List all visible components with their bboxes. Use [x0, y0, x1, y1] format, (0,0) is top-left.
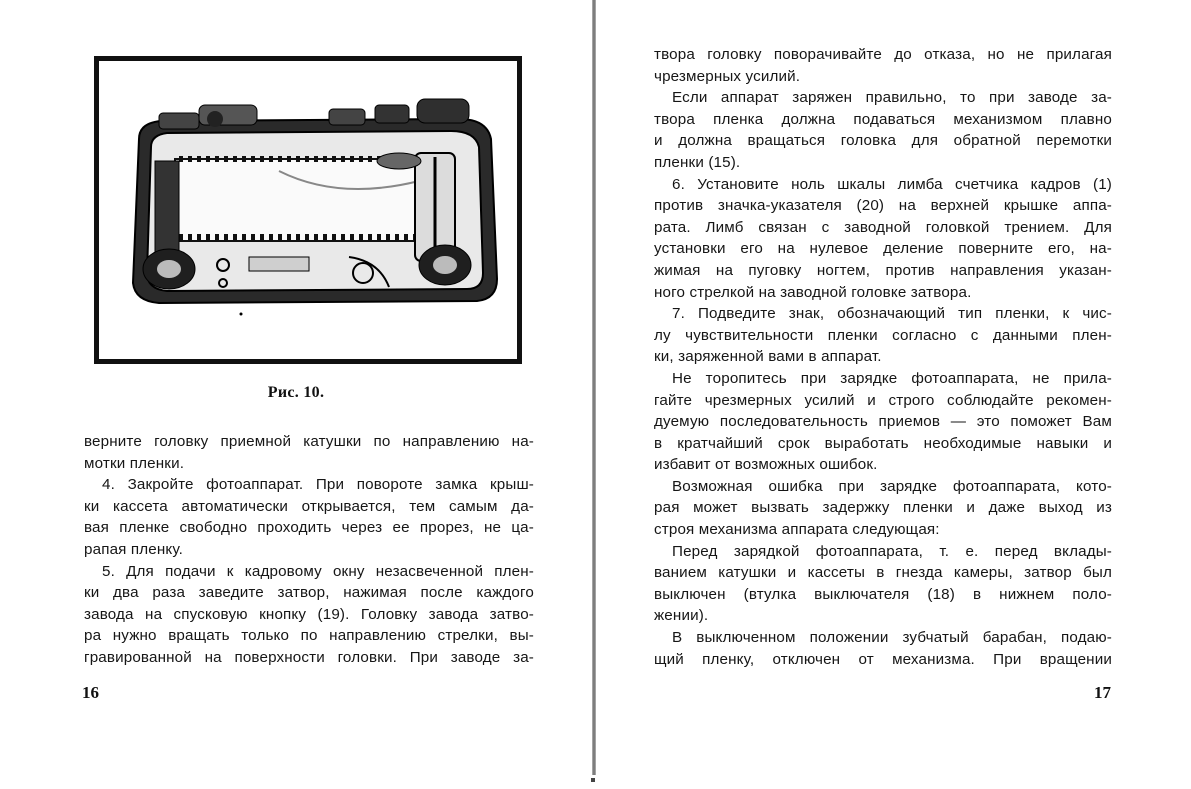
text-line: и должна вращаться головка для обратной перемотки	[654, 132, 1112, 150]
text-line: рата. Лимб связан с заводной головкой трением. Для	[654, 218, 1112, 236]
text-line: жении).	[654, 607, 709, 625]
text-line: чрезмерных усилий.	[654, 67, 801, 85]
text-line: В выключенном положении зубчатый барабан, подаю-	[672, 629, 1112, 647]
figure-10	[94, 56, 522, 364]
text-line: 7. Подведите знак, обозначающий тип пленки, к чис-	[672, 305, 1112, 323]
text-line: ного стрелкой на заводной головке затвора.	[654, 283, 972, 301]
text-line: 6. Установите ноль шкалы лимба счетчика кадров (1)	[672, 175, 1112, 193]
gutter-mark	[591, 778, 595, 782]
text-line: в кратчайший срок выработать необходимые навыки и	[654, 434, 1112, 452]
text-line: выключен (втулка выключателя (18) в нижнем поло-	[654, 585, 1112, 603]
text-line: Если аппарат заряжен правильно, то при заводе за-	[672, 89, 1112, 107]
left-page	[0, 0, 592, 789]
text-line: 4. Закройте фотоаппарат. При повороте замка крыш-	[102, 476, 534, 494]
text-line: вая пленке свободно проходить через ее прорез, не ца-	[84, 519, 534, 537]
page-number: 17	[1094, 683, 1111, 702]
text-line: строя механизма аппарата следующая:	[654, 521, 940, 539]
left-page-body	[84, 431, 534, 669]
text-line: щий пленку, отключен от механизма. При вращении	[654, 650, 1112, 668]
text-line: гайте чрезмерных усилий и строго соблюдайте рекомен-	[654, 391, 1112, 409]
figure-caption: Рис. 10.	[267, 384, 325, 401]
text-line: лу чувствительности пленки согласно с данными плен-	[654, 326, 1112, 344]
text-line: мотки пленки.	[84, 454, 185, 472]
text-line: ки, заряженной вами в аппарат.	[654, 348, 882, 366]
text-line: Не торопитесь при зарядке фотоаппарата, не прила-	[672, 369, 1112, 387]
text-line: избавит от возможных ошибок.	[654, 456, 878, 474]
text-line: рапая пленку.	[84, 540, 183, 558]
text-line: пленки (15).	[654, 153, 741, 171]
text-line: гравированной на поверхности головки. При заводе за-	[84, 648, 534, 666]
text-line: завода на спусковую кнопку (19). Головку завода затво-	[84, 605, 534, 623]
text-line: Перед зарядкой фотоаппарата, т. е. перед вклады-	[672, 542, 1112, 560]
text-line: рая может вызвать задержку пленки и даже выход из	[654, 499, 1112, 517]
text-line: верните головку приемной катушки по направлению на-	[84, 433, 534, 450]
right-page-body	[654, 44, 1112, 670]
text-line: ки кассета автоматически открывается, тем самым да-	[84, 497, 534, 515]
camera-illustration	[99, 61, 517, 359]
page-number: 16	[82, 683, 99, 702]
text-line: твора пленка должна подаваться механизмом плавно	[654, 110, 1112, 128]
text-line: твора головку поворачивайте до отказа, но не прилагая	[654, 46, 1112, 63]
text-line: ки два раза заведите затвор, нажимая после каждого	[84, 584, 534, 602]
text-line: против значка-указателя (20) на верхней крышке аппа-	[654, 197, 1112, 215]
text-line: Возможная ошибка при зарядке фотоаппарата, кото-	[672, 477, 1112, 495]
text-line: жимая на пуговку ногтем, против направления указан-	[654, 261, 1112, 279]
text-line: ра нужно вращать только по направлению стрелки, вы-	[84, 627, 534, 645]
text-line: дуемую последовательность приемов — это поможет Вам	[654, 413, 1112, 431]
text-line: установки его на нулевое деление поверните его, на-	[654, 240, 1112, 258]
text-line: ванием катушки и кассеты в гнезда камеры, затвор был	[654, 564, 1112, 582]
text-line: 5. Для подачи к кадровому окну незасвеченной плен-	[102, 562, 534, 580]
